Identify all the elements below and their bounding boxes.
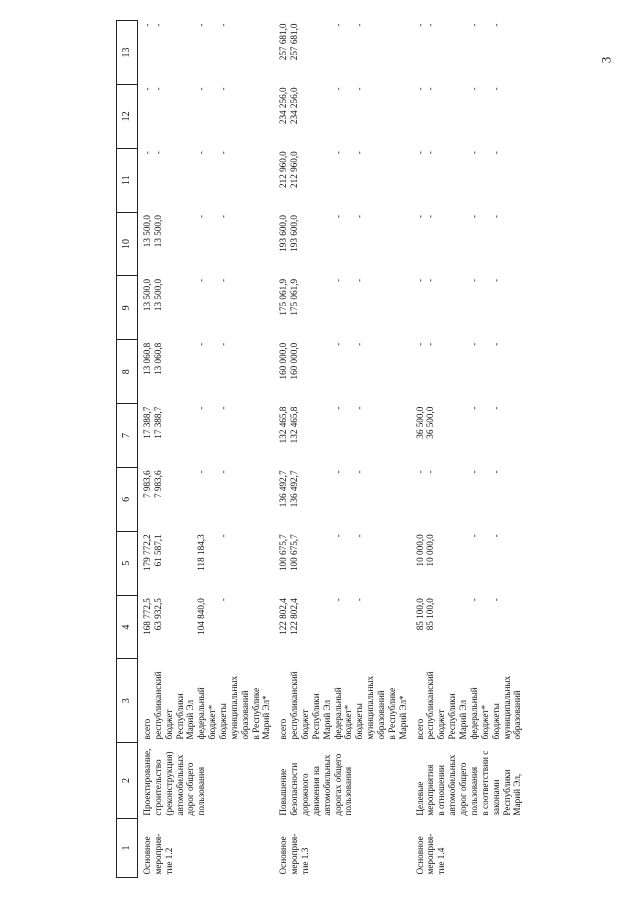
col-header: 10 bbox=[117, 212, 138, 276]
program-funding-table bbox=[116, 20, 525, 878]
value-cell: - - - - bbox=[142, 151, 229, 155]
value-cell: 193 600,0 193 600,0 - - bbox=[278, 215, 365, 252]
funding-sources: всего республиканский бюджет Республики Марий Эл федеральный бюджет* бюджеты муниципальных образований bbox=[414, 671, 523, 740]
value-cell: 234 256,0 234 256,0 - - bbox=[278, 87, 365, 125]
value-cell: 36 500,0 36 500,0 - - bbox=[414, 406, 501, 439]
value-cell: 85 100,0 85 100,0 - - bbox=[414, 598, 501, 631]
value-cell: - - - - bbox=[414, 278, 501, 282]
rotated-table-container bbox=[116, 20, 612, 878]
value-cell: - - - - bbox=[414, 215, 501, 219]
header-row bbox=[117, 21, 138, 878]
value-cell: 100 675,7 100 675,7 - - bbox=[278, 534, 365, 572]
activity-name: Повышение безопасности дорожного движения на автомобильных дорогах общего пользования bbox=[278, 753, 354, 816]
value-cell: 136 492,7 136 492,7 - - bbox=[278, 470, 365, 508]
value-cell: 13 060,8 13 060,8 - - bbox=[142, 342, 229, 375]
value-cell: - - - - bbox=[414, 470, 501, 474]
col-header: 11 bbox=[117, 148, 138, 212]
col-header: 5 bbox=[117, 531, 138, 595]
col-header: 7 bbox=[117, 404, 138, 468]
funding-sources: всего республиканский бюджет Республики Марий Эл федеральный бюджет* бюджеты муниципальных образований в Республике Марий Эл* bbox=[278, 671, 408, 740]
value-cell: 122 802,4 122 802,4 - - bbox=[278, 598, 365, 635]
value-cell: 168 772,5 63 932,5 104 840,0 - bbox=[142, 598, 229, 635]
col-header: 9 bbox=[117, 276, 138, 340]
value-cell: - - - - bbox=[414, 87, 501, 91]
table-row bbox=[138, 21, 275, 878]
value-cell: 13 500,0 13 500,0 - - bbox=[142, 215, 229, 248]
value-cell: - - - - bbox=[414, 151, 501, 155]
col-header: 6 bbox=[117, 467, 138, 531]
page-number: 3 bbox=[598, 56, 614, 64]
col-header: 13 bbox=[117, 21, 138, 85]
value-cell: 179 772,2 61 587,1 118 184,3 - bbox=[142, 534, 229, 572]
activity-name: Целевые мероприятия в отношении автомобильных дорог общего пользования в соответствии с законами Республики Марий Эл, bbox=[414, 750, 523, 816]
value-cell: 7 983,6 7 983,6 - - bbox=[142, 470, 229, 499]
activity-code: Основное мероприя- тие 1.2 bbox=[142, 833, 174, 875]
value-cell: 160 000,0 160 000,0 - - bbox=[278, 342, 365, 380]
activity-code: Основное мероприя- тие 1.3 bbox=[278, 833, 311, 875]
value-cell: - - - - bbox=[414, 23, 501, 27]
activity-code: Основное мероприя- тие 1.4 bbox=[414, 833, 447, 875]
value-cell: 212 960,0 212 960,0 - - bbox=[278, 151, 365, 188]
value-cell: - - - - bbox=[414, 342, 501, 346]
col-header: 12 bbox=[117, 84, 138, 148]
value-cell: 10 000,0 10 000,0 - - bbox=[414, 534, 501, 567]
col-header: 2 bbox=[117, 742, 138, 818]
value-cell: - - - - bbox=[142, 23, 229, 27]
value-cell: - - - - bbox=[142, 87, 229, 91]
col-header: 4 bbox=[117, 595, 138, 659]
col-header: 8 bbox=[117, 340, 138, 404]
table-row bbox=[411, 21, 526, 878]
value-cell: 132 465,8 132 465,8 - - bbox=[278, 406, 365, 444]
table-row bbox=[274, 21, 410, 878]
value-cell: 13 500,0 13 500,0 - - bbox=[142, 278, 229, 312]
funding-sources: всего республиканский бюджет Республики Марий Эл федеральный бюджет* бюджеты муниципальных образований в Республике Марий Эл* bbox=[142, 671, 272, 740]
value-cell: 175 061,9 175 061,9 - - bbox=[278, 278, 365, 316]
value-cell: 17 388,7 17 388,7 - - bbox=[142, 406, 229, 439]
col-header: 3 bbox=[117, 659, 138, 742]
col-header: 1 bbox=[117, 819, 138, 878]
activity-name: Проектирование, строительство (реконструкция) автомобильных дорог общего пользования bbox=[142, 748, 207, 816]
value-cell: 257 681,0 257 681,0 - - bbox=[278, 23, 365, 61]
